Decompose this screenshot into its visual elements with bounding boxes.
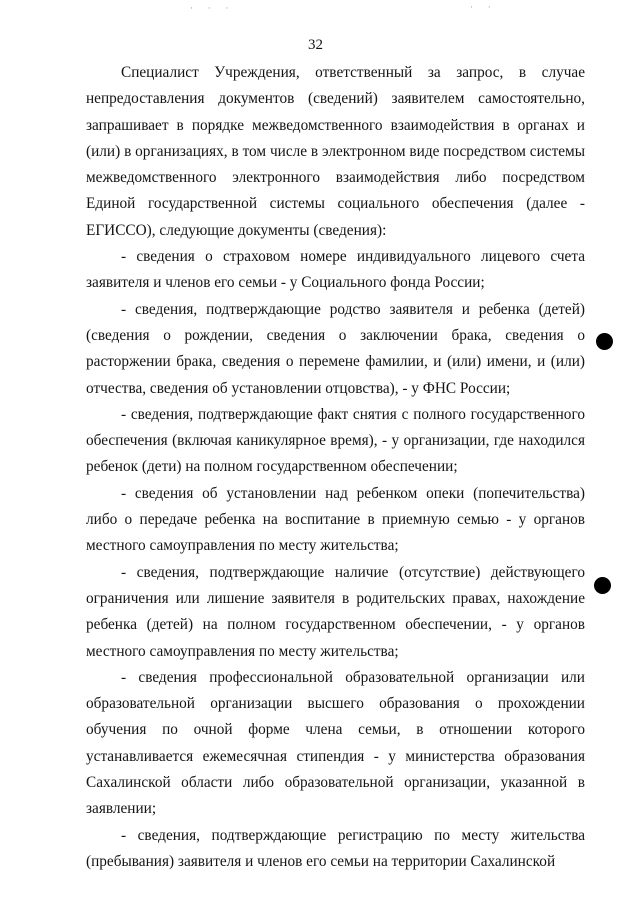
scan-artifact: · · ·: [190, 4, 235, 14]
list-item-kinship: - сведения, подтверждающие родство заявителя и ребенка (детей) (сведения о рождении, сведения о заключении брака, сведения о расторжении брака, сведения о перемене фамилии, и (или) имени, и (или) отчества, сведения об установлении отцовства), - у ФНС России;: [86, 300, 585, 397]
page-number: 32: [308, 37, 323, 53]
list-item-state-support: - сведения, подтверждающие факт снятия с полного государственного обеспечения (включая каникулярное время), - у организации, где находился ребенок (дети) на полном государственном обеспечении;: [86, 405, 585, 476]
scan-artifact: · ·: [470, 3, 497, 13]
list-item-parental-rights: - сведения, подтверждающие наличие (отсутствие) действующего ограничения или лишение заявителя в родительских правах, нахождение ребенка (детей) на полном государственном обеспечении, - у органов местного самоуправления по месту жительства;: [86, 563, 585, 660]
punch-hole-mark: [596, 333, 613, 350]
punch-hole-mark: [594, 577, 611, 594]
list-item-education: - сведения профессиональной образовательной организации или образовательной организации высшего образования о прохождении обучения по очной форме члена семьи, в отношении которого устанавливается ежемесячная стипендия - у министерства образования Сахалинской области либо образовательной организации, указанной в заявлении;: [86, 668, 585, 818]
document-body: [86, 60, 585, 875]
list-item-snils: - сведения о страховом номере индивидуального лицевого счета заявителя и членов его семьи - у Социального фонда России;: [86, 248, 585, 292]
list-item-guardianship: - сведения об установлении над ребенком опеки (попечительства) либо о передаче ребенка на воспитание в приемную семью - у органов местного самоуправления по месту жительства;: [86, 484, 585, 555]
list-item-registration: - сведения, подтверждающие регистрацию по месту жительства (пребывания) заявителя и членов его семьи на территории Сахалинской: [86, 826, 585, 870]
intro-paragraph: Специалист Учреждения, ответственный за запрос, в случае непредоставления документов (сведений) заявителем самостоятельно, запрашивает в порядке межведомственного взаимодействия в органах и (или) в организациях, в том числе в электронном виде посредством системы межведомственного электронного взаимодействия либо посредством Единой государственной системы социального обеспечения (далее - ЕГИССО), следующие документы (сведения):: [86, 64, 585, 239]
